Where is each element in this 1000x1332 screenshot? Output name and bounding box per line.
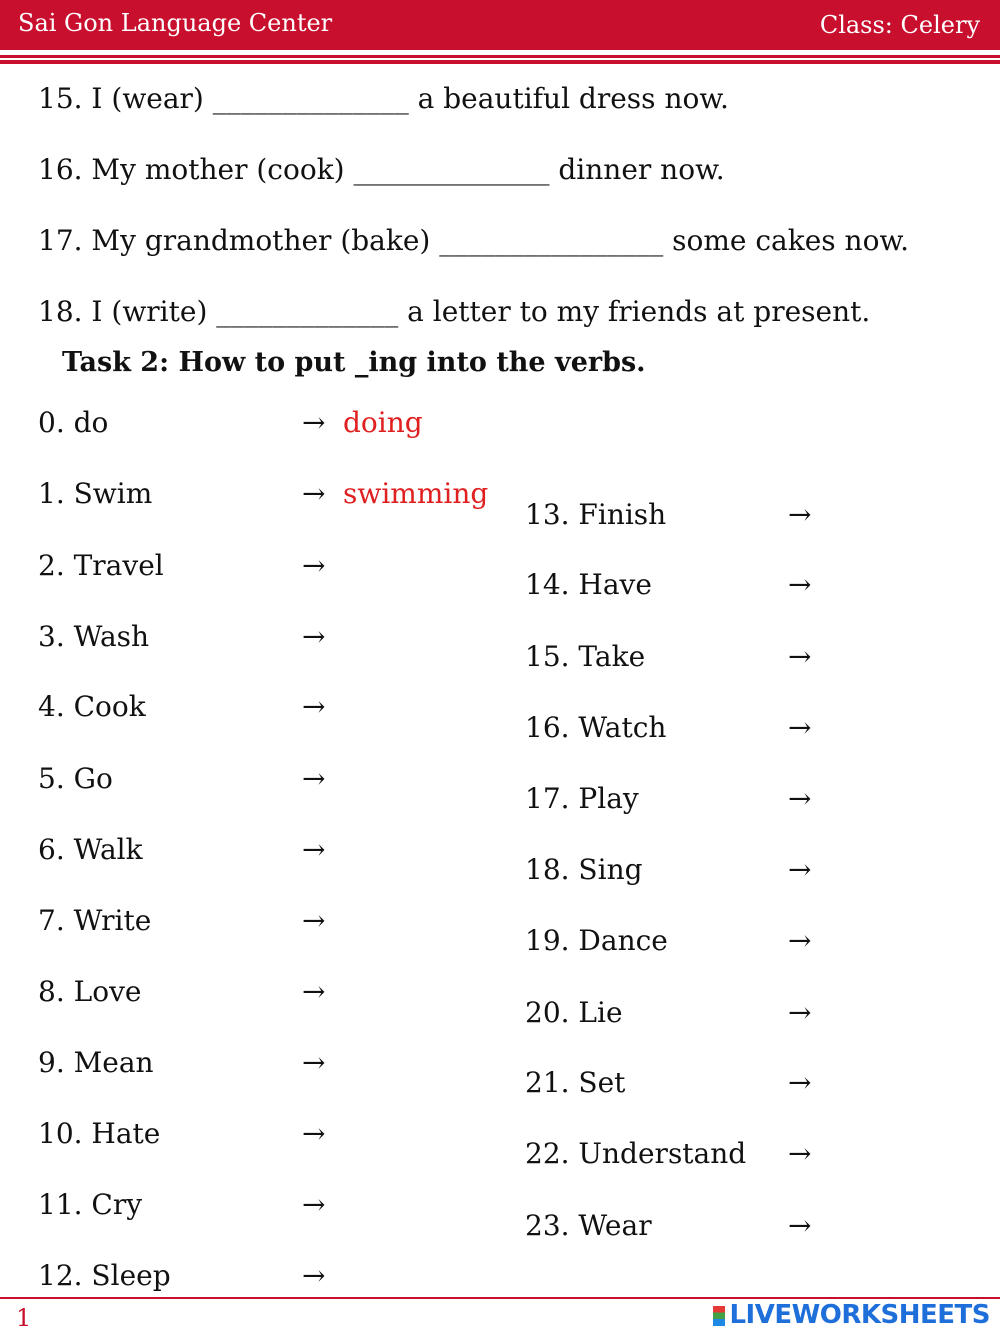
arrow-20: →: [788, 996, 812, 1029]
center-name: Sai Gon Language Center: [18, 9, 333, 37]
verb-14: 14. Have: [525, 568, 652, 601]
arrow-23: →: [788, 1209, 812, 1242]
verb-12: 12. Sleep: [38, 1259, 171, 1292]
sentence-15: 15. I (wear) ______________ a beautiful dress now.: [38, 82, 729, 115]
arrow-4: →: [302, 690, 326, 723]
header-rule-bottom: [0, 60, 1000, 64]
arrow-1: →: [302, 477, 326, 510]
footer-rule: [0, 1297, 1000, 1299]
verb-2: 2. Travel: [38, 549, 164, 582]
arrow-8: →: [302, 975, 326, 1008]
arrow-14: →: [788, 568, 812, 601]
logo-mark-icon: [713, 1306, 725, 1326]
page-header: [0, 0, 1000, 50]
logo-text: LIVEWORKSHEETS: [729, 1300, 990, 1330]
verb-11: 11. Cry: [38, 1188, 143, 1221]
verb-8: 8. Love: [38, 975, 142, 1008]
verb-10: 10. Hate: [38, 1117, 161, 1150]
verb-16: 16. Watch: [525, 711, 667, 744]
sentence-18: 18. I (write) _____________ a letter to my friends at present.: [38, 295, 871, 328]
arrow-18: →: [788, 853, 812, 886]
arrow-10: →: [302, 1117, 326, 1150]
sentence-16: 16. My mother (cook) ______________ dinner now.: [38, 153, 725, 186]
verb-17: 17. Play: [525, 782, 639, 815]
sentence-17: 17. My grandmother (bake) ________________ some cakes now.: [38, 224, 909, 257]
answer-0: doing: [343, 406, 423, 439]
arrow-0: →: [302, 406, 326, 439]
verb-18: 18. Sing: [525, 853, 643, 886]
class-label: Class: Celery: [819, 11, 980, 39]
verb-1: 1. Swim: [38, 477, 153, 510]
verb-4: 4. Cook: [38, 690, 146, 723]
verb-20: 20. Lie: [525, 996, 623, 1029]
verb-19: 19. Dance: [525, 924, 668, 957]
verb-15: 15. Take: [525, 640, 646, 673]
answer-1: swimming: [343, 477, 489, 510]
arrow-2: →: [302, 549, 326, 582]
arrow-17: →: [788, 782, 812, 815]
arrow-12: →: [302, 1259, 326, 1292]
verb-0: 0. do: [38, 406, 109, 439]
verb-3: 3. Wash: [38, 620, 150, 653]
arrow-15: →: [788, 640, 812, 673]
arrow-22: →: [788, 1137, 812, 1170]
arrow-13: →: [788, 498, 812, 531]
verb-22: 22. Understand: [525, 1137, 747, 1170]
arrow-9: →: [302, 1046, 326, 1079]
arrow-21: →: [788, 1066, 812, 1099]
arrow-11: →: [302, 1188, 326, 1221]
liveworksheets-logo[interactable]: [713, 1300, 990, 1330]
verb-13: 13. Finish: [525, 498, 667, 531]
arrow-7: →: [302, 904, 326, 937]
verb-9: 9. Mean: [38, 1046, 154, 1079]
verb-5: 5. Go: [38, 762, 113, 795]
page-number: 1: [16, 1304, 32, 1332]
task-2-title: Task 2: How to put _ing into the verbs.: [62, 347, 646, 378]
arrow-16: →: [788, 711, 812, 744]
verb-7: 7. Write: [38, 904, 152, 937]
arrow-6: →: [302, 833, 326, 866]
verb-23: 23. Wear: [525, 1209, 652, 1242]
arrow-5: →: [302, 762, 326, 795]
header-rule-top: [0, 55, 1000, 58]
verb-21: 21. Set: [525, 1066, 626, 1099]
arrow-19: →: [788, 924, 812, 957]
verb-6: 6. Walk: [38, 833, 143, 866]
arrow-3: →: [302, 620, 326, 653]
